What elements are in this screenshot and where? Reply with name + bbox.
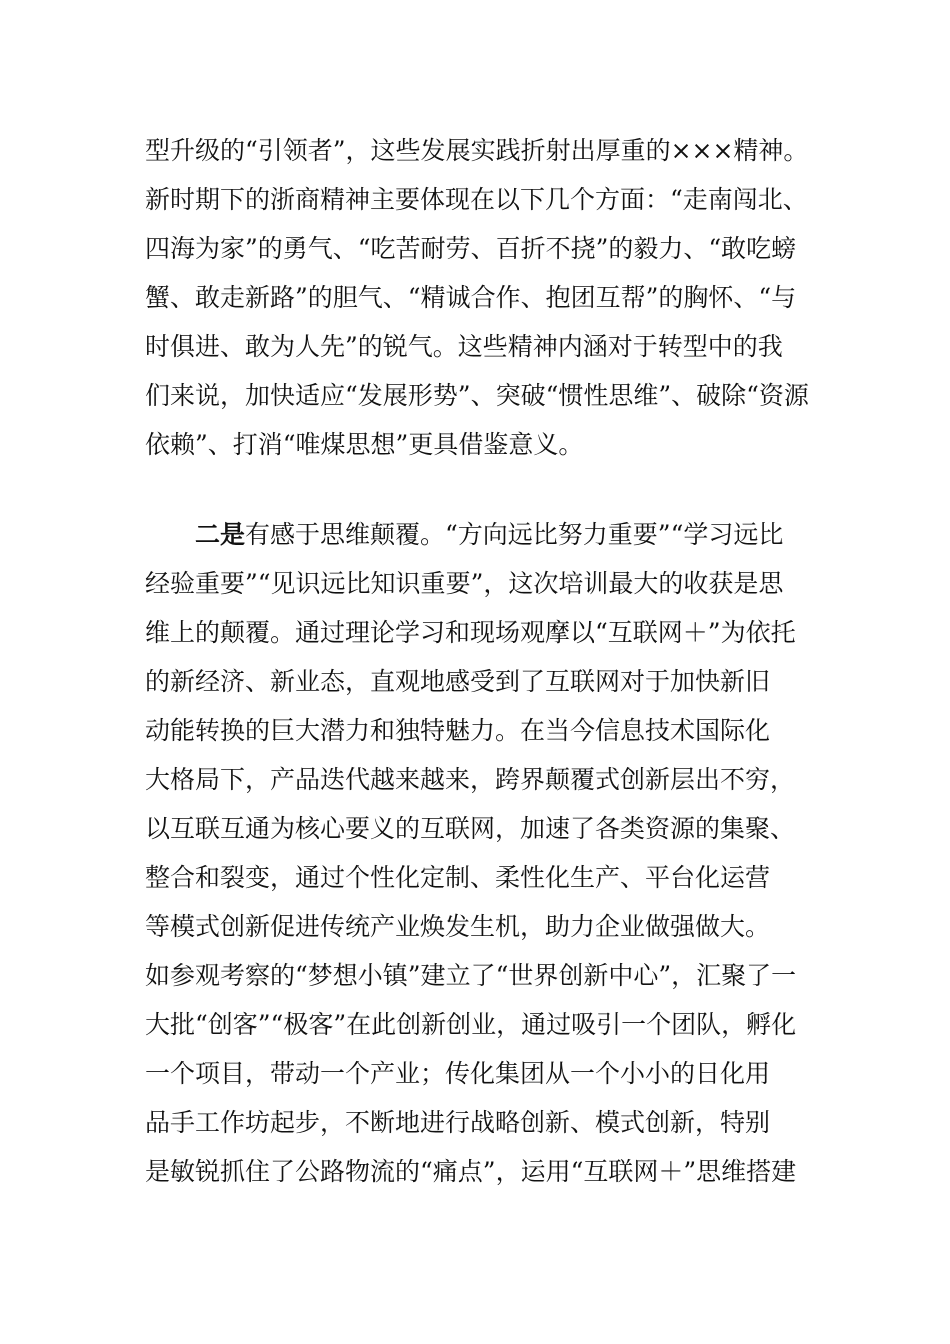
paragraph-line: 大批“创客”“极客”在此创新创业，通过吸引一个团队，孵化: [145, 1010, 797, 1039]
paragraph-line: 四海为家”的勇气、“吃苦耐劳、百折不挠”的毅力、“敢吃螃: [145, 234, 797, 263]
paragraph-line: 整合和裂变，通过个性化定制、柔性化生产、平台化运营: [145, 863, 771, 892]
paragraph-line: 品手工作坊起步，不断地进行战略创新、模式创新，特别: [145, 1108, 771, 1137]
paragraph-first-line: [145, 510, 815, 559]
paragraph-line: 们来说，加快适应“发展形势”、突破“惯性思维”、破除“资源: [145, 381, 809, 410]
paragraph-line: 时俱进、敢为人先”的锐气。这些精神内涵对于转型中的我: [145, 332, 783, 361]
paragraph-line: 等模式创新促进传统产业焕发生机，助力企业做强做大。: [145, 912, 771, 941]
paragraph-line: 蟹、敢走新路”的胆气、“精诚合作、抱团互帮”的胸怀、“与: [145, 283, 797, 312]
paragraph-line: 依赖”、打消“唯煤思想”更具借鉴意义。: [145, 430, 584, 459]
paragraph-line: 经验重要”“见识远比知识重要”，这次培训最大的收获是思: [145, 569, 784, 598]
paragraph-line: 型升级的“引领者”，这些发展实践折射出厚重的×××精神。: [145, 136, 809, 165]
paragraph-first-line-text: 有感于思维颠覆。“方向远比努力重要”“学习远比: [245, 520, 784, 549]
paragraph-line: 是敏锐抓住了公路物流的“痛点”，运用“互联网＋”思维搭建: [145, 1157, 797, 1186]
paragraph-line: 大格局下，产品迭代越来越来，跨界颠覆式创新层出不穷，: [145, 765, 796, 794]
paragraph-line: 一个项目，带动一个产业；传化集团从一个小小的日化用: [145, 1059, 771, 1088]
paragraph-line: 维上的颠覆。通过理论学习和现场观摩以“互联网＋”为依托: [145, 618, 796, 647]
paragraph-line: 以互联互通为核心要义的互联网，加速了各类资源的集聚、: [145, 814, 796, 843]
paragraph-line: 新时期下的浙商精神主要体现在以下几个方面：“走南闯北、: [145, 185, 808, 214]
paragraph-1: [145, 126, 815, 469]
paragraph-line: 如参观考察的“梦想小镇”建立了“世界创新中心”，汇聚了一: [145, 961, 797, 990]
paragraph-2: [145, 510, 815, 1196]
paragraph-line: 的新经济、新业态，直观地感受到了互联网对于加快新旧: [145, 667, 771, 696]
paragraph-line: 动能转换的巨大潜力和独特魅力。在当今信息技术国际化: [145, 716, 771, 745]
paragraph-lead: 二是: [195, 520, 246, 549]
